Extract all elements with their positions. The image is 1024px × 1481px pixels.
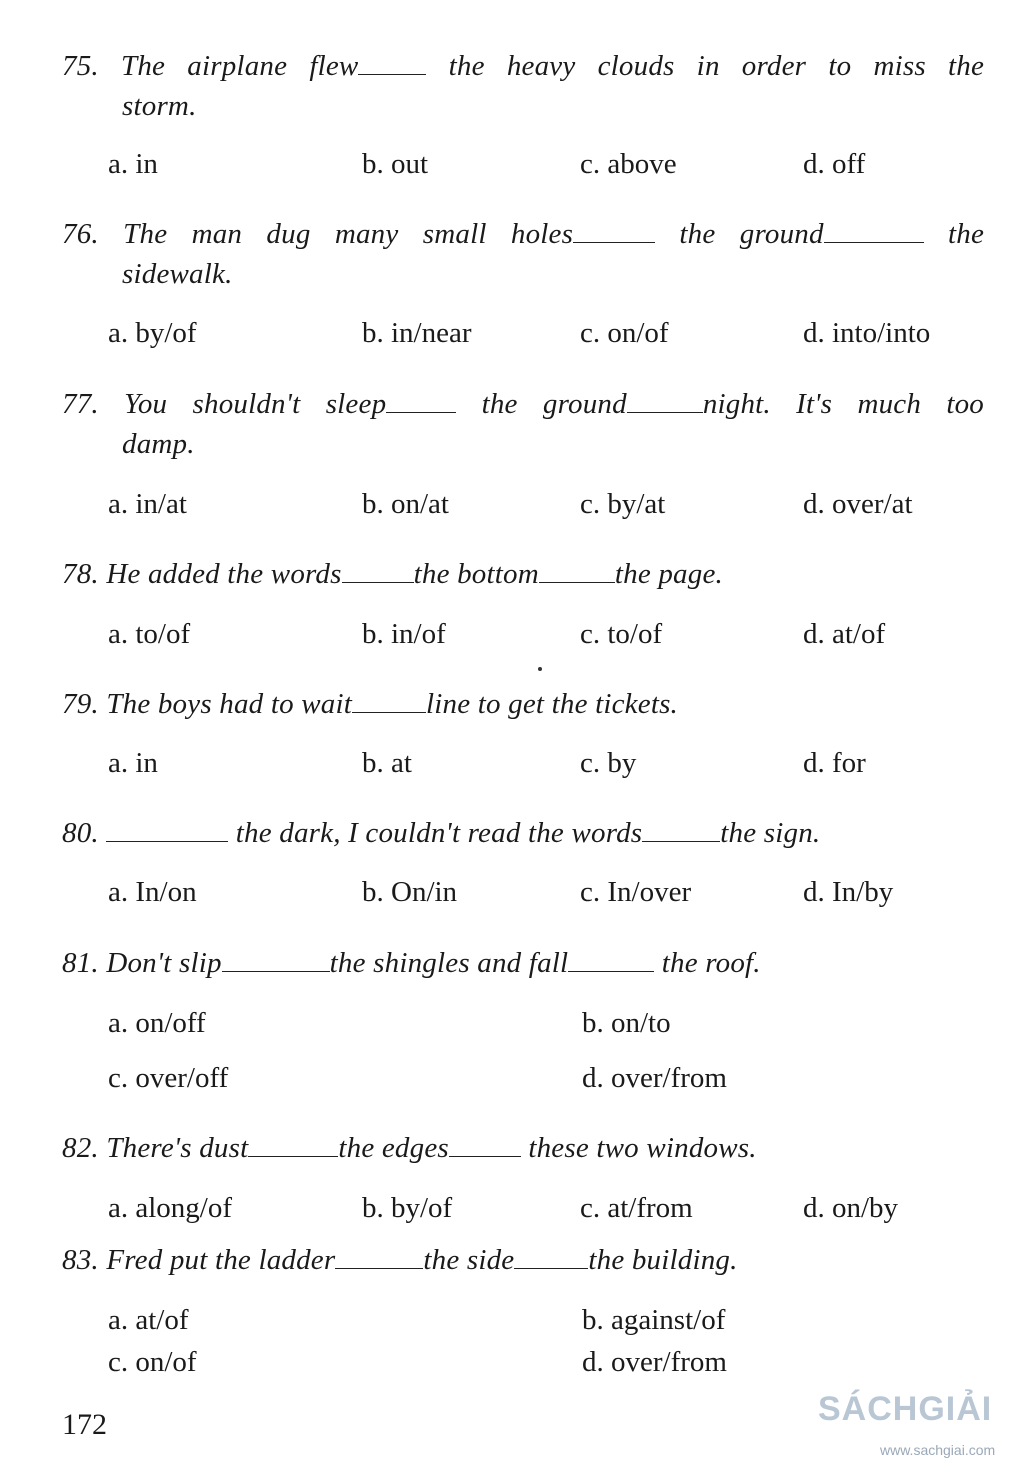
question-number: 80. — [62, 817, 99, 849]
option-a: a. in — [108, 747, 158, 779]
option-a: a. in — [108, 148, 158, 180]
question-80 — [62, 813, 984, 853]
question-text: the ground — [679, 218, 824, 250]
answer-blank — [335, 1242, 423, 1269]
question-82 — [62, 1128, 984, 1168]
answer-blank — [642, 815, 720, 842]
answer-blank — [539, 556, 615, 583]
option-b: b. in/of — [362, 618, 446, 650]
option-b: b. on/to — [582, 1007, 671, 1039]
watermark-logo-text: SÁCHGIẢI — [818, 1390, 993, 1428]
option-c: c. over/off — [108, 1062, 229, 1094]
option-d: d. into/into — [803, 317, 931, 349]
option-c: c. by — [580, 747, 637, 779]
option-b: b. on/at — [362, 488, 449, 520]
question-text: The boys had to wait — [106, 688, 352, 720]
question-text: the page. — [614, 558, 723, 590]
option-a: a. to/of — [108, 618, 191, 650]
question-text: Fred put the ladder — [106, 1244, 336, 1276]
option-a: a. on/off — [108, 1007, 206, 1039]
question-79 — [62, 684, 984, 724]
option-a: a. at/of — [108, 1304, 189, 1336]
option-c: c. on/of — [108, 1346, 197, 1378]
question-83 — [62, 1240, 984, 1280]
option-a: a. along/of — [108, 1192, 233, 1224]
option-c: c. above — [580, 148, 677, 180]
option-b: b. out — [362, 148, 429, 180]
stray-dot — [538, 667, 542, 671]
answer-blank — [386, 386, 456, 413]
option-d: d. In/by — [803, 876, 894, 908]
question-number: 81. — [62, 947, 99, 979]
question-text-continuation: sidewalk. — [122, 258, 233, 290]
question-number: 83. — [62, 1244, 99, 1276]
question-81 — [62, 943, 984, 983]
option-b: b. against/of — [582, 1304, 726, 1336]
question-number: 78. — [62, 558, 99, 590]
question-76 — [62, 214, 984, 294]
answer-blank — [352, 686, 426, 713]
question-text: the roof. — [661, 947, 761, 979]
option-c: c. at/from — [580, 1192, 693, 1224]
question-text: line to get the tickets. — [425, 688, 679, 720]
question-text: the side — [423, 1244, 515, 1276]
question-text: the dark, I couldn't read the words — [235, 817, 643, 849]
option-d: d. at/of — [803, 618, 886, 650]
question-text: The man dug many small holes — [123, 218, 574, 250]
answer-blank — [342, 556, 414, 583]
question-text: night. It's much too — [702, 388, 985, 420]
option-d: d. over/at — [803, 488, 913, 520]
option-a: a. In/on — [108, 876, 197, 908]
question-77 — [62, 384, 984, 464]
answer-blank — [514, 1242, 588, 1269]
option-d: d. on/by — [803, 1192, 899, 1224]
question-text: the building. — [588, 1244, 738, 1276]
watermark-url: www.sachgiai.com — [880, 1442, 996, 1458]
question-75 — [62, 46, 984, 126]
question-text: You shouldn't sleep — [124, 388, 387, 420]
question-text: He added the words — [106, 558, 342, 590]
question-text-continuation: storm. — [122, 90, 197, 122]
question-text: the bottom — [413, 558, 539, 590]
question-number: 76. — [62, 218, 99, 250]
question-text: the edges — [338, 1132, 449, 1164]
question-text: The airplane flew — [121, 50, 359, 82]
option-d: d. over/from — [582, 1346, 727, 1378]
question-number: 77. — [62, 388, 99, 420]
question-text: the sign. — [720, 817, 821, 849]
option-d: d. over/from — [582, 1062, 727, 1094]
question-text: There's dust — [106, 1132, 249, 1164]
option-c: c. to/of — [580, 618, 663, 650]
option-b: b. in/near — [362, 317, 472, 349]
question-text-continuation: damp. — [122, 428, 195, 460]
question-text: the shingles and fall — [329, 947, 569, 979]
sachgiai-watermark — [818, 1390, 1018, 1470]
question-number: 79. — [62, 688, 99, 720]
answer-blank — [627, 386, 703, 413]
answer-blank — [824, 216, 924, 243]
answer-blank — [568, 945, 654, 972]
answer-blank — [248, 1130, 338, 1157]
question-text: the — [947, 218, 985, 250]
answer-blank — [573, 216, 655, 243]
question-number: 82. — [62, 1132, 99, 1164]
option-b: b. at — [362, 747, 412, 779]
question-number: 75. — [62, 50, 99, 82]
question-text: these two windows. — [528, 1132, 757, 1164]
answer-blank — [358, 48, 426, 75]
option-b: b. On/in — [362, 876, 458, 908]
option-b: b. by/of — [362, 1192, 453, 1224]
answer-blank — [106, 815, 228, 842]
option-a: a. in/at — [108, 488, 187, 520]
option-a: a. by/of — [108, 317, 197, 349]
question-text: the ground — [481, 388, 627, 420]
answer-blank — [449, 1130, 521, 1157]
option-d: d. off — [803, 148, 866, 180]
answer-blank — [222, 945, 330, 972]
question-text: Don't slip — [106, 947, 222, 979]
option-c: c. by/at — [580, 488, 666, 520]
option-c: c. on/of — [580, 317, 669, 349]
question-78 — [62, 554, 984, 594]
option-c: c. In/over — [580, 876, 692, 908]
question-text: the heavy clouds in order to miss the — [448, 50, 985, 82]
page-number: 172 — [62, 1408, 107, 1441]
option-d: d. for — [803, 747, 866, 779]
